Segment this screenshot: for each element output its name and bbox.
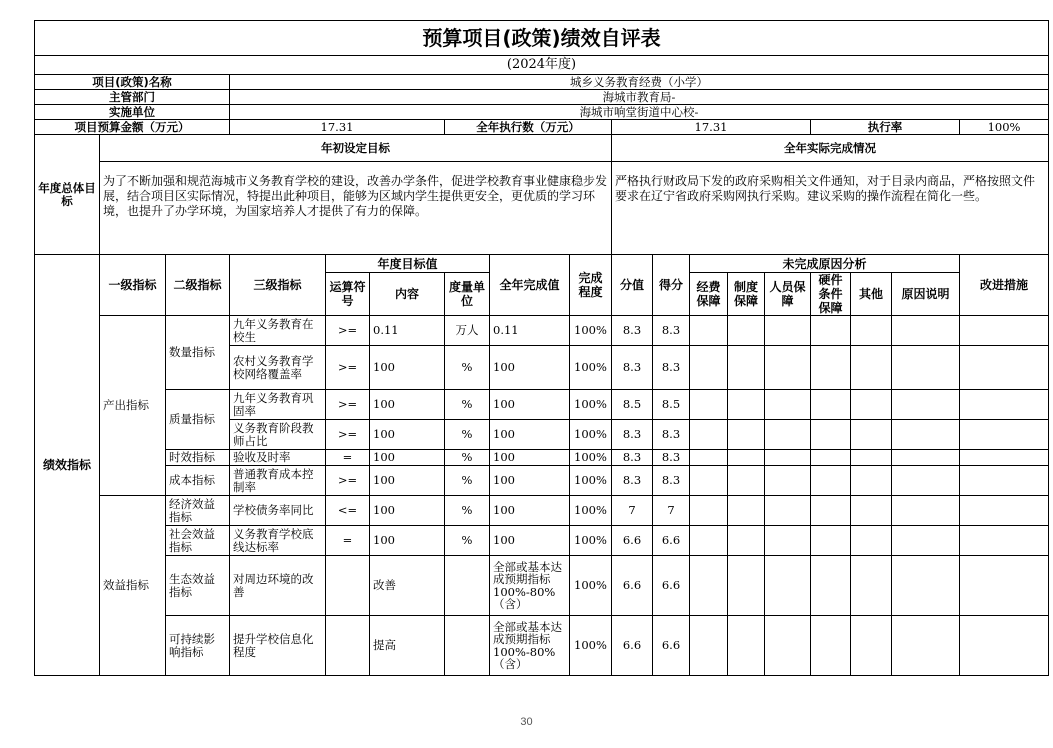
completion-cell: 100%	[570, 450, 612, 466]
empty-cell	[811, 346, 851, 390]
unit-cell	[445, 616, 490, 676]
value-cell: 6.6	[612, 526, 653, 556]
content-cell: 0.11	[370, 316, 445, 346]
empty-cell	[960, 420, 1049, 450]
report-year: (2024年度)	[35, 56, 1049, 75]
empty-cell	[690, 346, 728, 390]
value-cell: 7	[612, 496, 653, 526]
empty-cell	[892, 526, 960, 556]
empty-cell	[892, 346, 960, 390]
budget-label: 项目预算金额（万元）	[35, 120, 230, 135]
actual-header: 全年完成值	[490, 255, 570, 316]
empty-cell	[892, 450, 960, 466]
score-cell: 8.3	[653, 450, 690, 466]
operator-cell: >=	[326, 346, 370, 390]
empty-cell	[892, 316, 960, 346]
score-cell: 8.3	[653, 466, 690, 496]
indicator-name: 对周边环境的改善	[230, 556, 326, 616]
empty-cell	[960, 390, 1049, 420]
actual-cell: 100	[490, 496, 570, 526]
operator-cell	[326, 616, 370, 676]
level2-sustainable: 可持续影响指标	[166, 616, 230, 676]
score-cell: 6.6	[653, 526, 690, 556]
page-title: 预算项目(政策)绩效自评表	[35, 21, 1049, 56]
empty-cell	[765, 316, 811, 346]
actual-cell: 全部或基本达成预期指标100%-80%（含）	[490, 616, 570, 676]
level1-output: 产出指标	[100, 316, 166, 496]
operator-cell: >=	[326, 420, 370, 450]
indicator-name: 义务教育学校底线达标率	[230, 526, 326, 556]
empty-cell	[960, 616, 1049, 676]
value-cell: 8.3	[612, 316, 653, 346]
executed-value: 17.31	[612, 120, 811, 135]
unit-cell: %	[445, 496, 490, 526]
level2-header: 二级指标	[166, 255, 230, 316]
actual-cell: 0.11	[490, 316, 570, 346]
empty-cell	[690, 420, 728, 450]
unit-cell: %	[445, 346, 490, 390]
score-cell: 8.3	[653, 346, 690, 390]
content-cell: 100	[370, 420, 445, 450]
empty-cell	[811, 526, 851, 556]
completion-cell: 100%	[570, 390, 612, 420]
value-cell: 8.3	[612, 450, 653, 466]
unit-label: 实施单位	[35, 105, 230, 120]
empty-cell	[851, 450, 892, 466]
actual-completion-text: 严格执行财政局下发的政府采购相关文件通知，对于目录内商品，严格按照文件要求在辽宁省政府采购网执行采购。建议采购的操作流程在简化一些。	[612, 162, 1049, 255]
completion-cell: 100%	[570, 496, 612, 526]
operator-header: 运算符号	[326, 273, 370, 316]
content-cell: 100	[370, 346, 445, 390]
reason-system-header: 制度保障	[728, 273, 765, 316]
reason-note-header: 原因说明	[892, 273, 960, 316]
empty-cell	[851, 466, 892, 496]
empty-cell	[765, 346, 811, 390]
level2-economic: 经济效益指标	[166, 496, 230, 526]
indicator-name: 普通教育成本控制率	[230, 466, 326, 496]
unit-cell: 万人	[445, 316, 490, 346]
target-group-header: 年度目标值	[326, 255, 490, 273]
content-cell: 改善	[370, 556, 445, 616]
operator-cell: =	[326, 526, 370, 556]
empty-cell	[690, 390, 728, 420]
actual-cell: 100	[490, 450, 570, 466]
empty-cell	[728, 390, 765, 420]
completion-cell: 100%	[570, 346, 612, 390]
indicator-name: 九年义务教育在校生	[230, 316, 326, 346]
project-name-label: 项目(政策)名称	[35, 75, 230, 90]
empty-cell	[811, 390, 851, 420]
empty-cell	[851, 316, 892, 346]
empty-cell	[851, 346, 892, 390]
value-cell: 8.3	[612, 466, 653, 496]
empty-cell	[811, 556, 851, 616]
initial-goal-heading: 年初设定目标	[100, 135, 612, 162]
empty-cell	[851, 556, 892, 616]
empty-cell	[892, 390, 960, 420]
reason-group-header: 未完成原因分析	[690, 255, 960, 273]
empty-cell	[690, 556, 728, 616]
empty-cell	[892, 420, 960, 450]
empty-cell	[728, 616, 765, 676]
actual-completion-heading: 全年实际完成情况	[612, 135, 1049, 162]
empty-cell	[728, 526, 765, 556]
empty-cell	[960, 466, 1049, 496]
value-cell: 8.3	[612, 420, 653, 450]
empty-cell	[892, 556, 960, 616]
empty-cell	[765, 496, 811, 526]
level2-ecological: 生态效益指标	[166, 556, 230, 616]
level2-quality: 质量指标	[166, 390, 230, 450]
operator-cell: =	[326, 450, 370, 466]
indicator-name: 义务教育阶段教师占比	[230, 420, 326, 450]
unit-cell: %	[445, 420, 490, 450]
empty-cell	[960, 346, 1049, 390]
unit-value: 海城市响堂街道中心校-	[230, 105, 1049, 120]
unit-cell: %	[445, 526, 490, 556]
empty-cell	[765, 466, 811, 496]
actual-cell: 全部或基本达成预期指标100%-80%（含）	[490, 556, 570, 616]
actual-cell: 100	[490, 466, 570, 496]
level2-time: 时效指标	[166, 450, 230, 466]
empty-cell	[811, 496, 851, 526]
value-cell: 8.3	[612, 346, 653, 390]
reason-staff-header: 人员保障	[765, 273, 811, 316]
completion-cell: 100%	[570, 526, 612, 556]
empty-cell	[851, 390, 892, 420]
empty-cell	[728, 556, 765, 616]
content-cell: 100	[370, 450, 445, 466]
content-cell: 提高	[370, 616, 445, 676]
score-cell: 7	[653, 496, 690, 526]
level2-quantity: 数量指标	[166, 316, 230, 390]
dept-label: 主管部门	[35, 90, 230, 105]
empty-cell	[892, 466, 960, 496]
empty-cell	[811, 420, 851, 450]
empty-cell	[690, 526, 728, 556]
rate-label: 执行率	[811, 120, 960, 135]
empty-cell	[765, 450, 811, 466]
value-cell: 6.6	[612, 556, 653, 616]
level1-header: 一级指标	[100, 255, 166, 316]
completion-cell: 100%	[570, 466, 612, 496]
operator-cell	[326, 556, 370, 616]
completion-header: 完成程度	[570, 255, 612, 316]
empty-cell	[690, 616, 728, 676]
value-cell: 6.6	[612, 616, 653, 676]
executed-label: 全年执行数（万元）	[445, 120, 612, 135]
actual-cell: 100	[490, 420, 570, 450]
content-header: 内容	[370, 273, 445, 316]
empty-cell	[690, 316, 728, 346]
project-name-value: 城乡义务教育经费（小学）	[230, 75, 1049, 90]
empty-cell	[765, 556, 811, 616]
completion-cell: 100%	[570, 556, 612, 616]
completion-cell: 100%	[570, 616, 612, 676]
content-cell: 100	[370, 390, 445, 420]
completion-cell: 100%	[570, 316, 612, 346]
empty-cell	[851, 526, 892, 556]
content-cell: 100	[370, 466, 445, 496]
level2-social: 社会效益指标	[166, 526, 230, 556]
improve-header: 改进措施	[960, 255, 1049, 316]
empty-cell	[728, 346, 765, 390]
empty-cell	[765, 420, 811, 450]
operator-cell: <=	[326, 496, 370, 526]
unit-header: 度量单位	[445, 273, 490, 316]
reason-other-header: 其他	[851, 273, 892, 316]
score-value-header: 分值	[612, 255, 653, 316]
score-cell: 8.3	[653, 316, 690, 346]
empty-cell	[851, 616, 892, 676]
rate-value: 100%	[960, 120, 1049, 135]
level2-cost: 成本指标	[166, 466, 230, 496]
content-cell: 100	[370, 526, 445, 556]
empty-cell	[811, 466, 851, 496]
operator-cell: >=	[326, 316, 370, 346]
empty-cell	[960, 316, 1049, 346]
score-header: 得分	[653, 255, 690, 316]
reason-hardware-header: 硬件条件保障	[811, 273, 851, 316]
empty-cell	[728, 496, 765, 526]
empty-cell	[728, 420, 765, 450]
page-number: 30	[520, 716, 533, 728]
empty-cell	[728, 466, 765, 496]
annual-goal-label: 年度总体目标	[35, 135, 100, 255]
empty-cell	[765, 390, 811, 420]
level1-benefit: 效益指标	[100, 496, 166, 676]
score-cell: 8.3	[653, 420, 690, 450]
score-cell: 6.6	[653, 556, 690, 616]
level3-header: 三级指标	[230, 255, 326, 316]
self-evaluation-table	[34, 20, 1048, 676]
empty-cell	[728, 316, 765, 346]
empty-cell	[960, 450, 1049, 466]
empty-cell	[690, 466, 728, 496]
initial-goal-text: 为了不断加强和规范海城市义务教育学校的建设，改善办学条件，促进学校教育事业健康稳步发展，结合项目区实际情况，特提出此种项目，能够为区域内学生提供更安全，更优质的学习环境，也提升了办学环境，为国家培养人才提供了有力的保障。	[100, 162, 612, 255]
indicator-name: 农村义务教育学校网络覆盖率	[230, 346, 326, 390]
value-cell: 8.5	[612, 390, 653, 420]
indicator-name: 提升学校信息化程度	[230, 616, 326, 676]
empty-cell	[811, 316, 851, 346]
unit-cell	[445, 556, 490, 616]
operator-cell: >=	[326, 466, 370, 496]
content-cell: 100	[370, 496, 445, 526]
actual-cell: 100	[490, 390, 570, 420]
empty-cell	[892, 616, 960, 676]
dept-value: 海城市教育局-	[230, 90, 1049, 105]
empty-cell	[811, 450, 851, 466]
operator-cell: >=	[326, 390, 370, 420]
empty-cell	[765, 526, 811, 556]
empty-cell	[811, 616, 851, 676]
budget-value: 17.31	[230, 120, 445, 135]
unit-cell: %	[445, 450, 490, 466]
empty-cell	[892, 496, 960, 526]
indicator-name: 验收及时率	[230, 450, 326, 466]
reason-funding-header: 经费保障	[690, 273, 728, 316]
actual-cell: 100	[490, 346, 570, 390]
indicator-name: 九年义务教育巩固率	[230, 390, 326, 420]
unit-cell: %	[445, 390, 490, 420]
empty-cell	[765, 616, 811, 676]
score-cell: 6.6	[653, 616, 690, 676]
empty-cell	[851, 420, 892, 450]
empty-cell	[728, 450, 765, 466]
empty-cell	[851, 496, 892, 526]
empty-cell	[960, 556, 1049, 616]
unit-cell: %	[445, 466, 490, 496]
indicator-name: 学校债务率同比	[230, 496, 326, 526]
empty-cell	[690, 496, 728, 526]
performance-indicators-label: 绩效指标	[35, 255, 100, 676]
empty-cell	[960, 496, 1049, 526]
empty-cell	[960, 526, 1049, 556]
empty-cell	[690, 450, 728, 466]
actual-cell: 100	[490, 526, 570, 556]
completion-cell: 100%	[570, 420, 612, 450]
score-cell: 8.5	[653, 390, 690, 420]
